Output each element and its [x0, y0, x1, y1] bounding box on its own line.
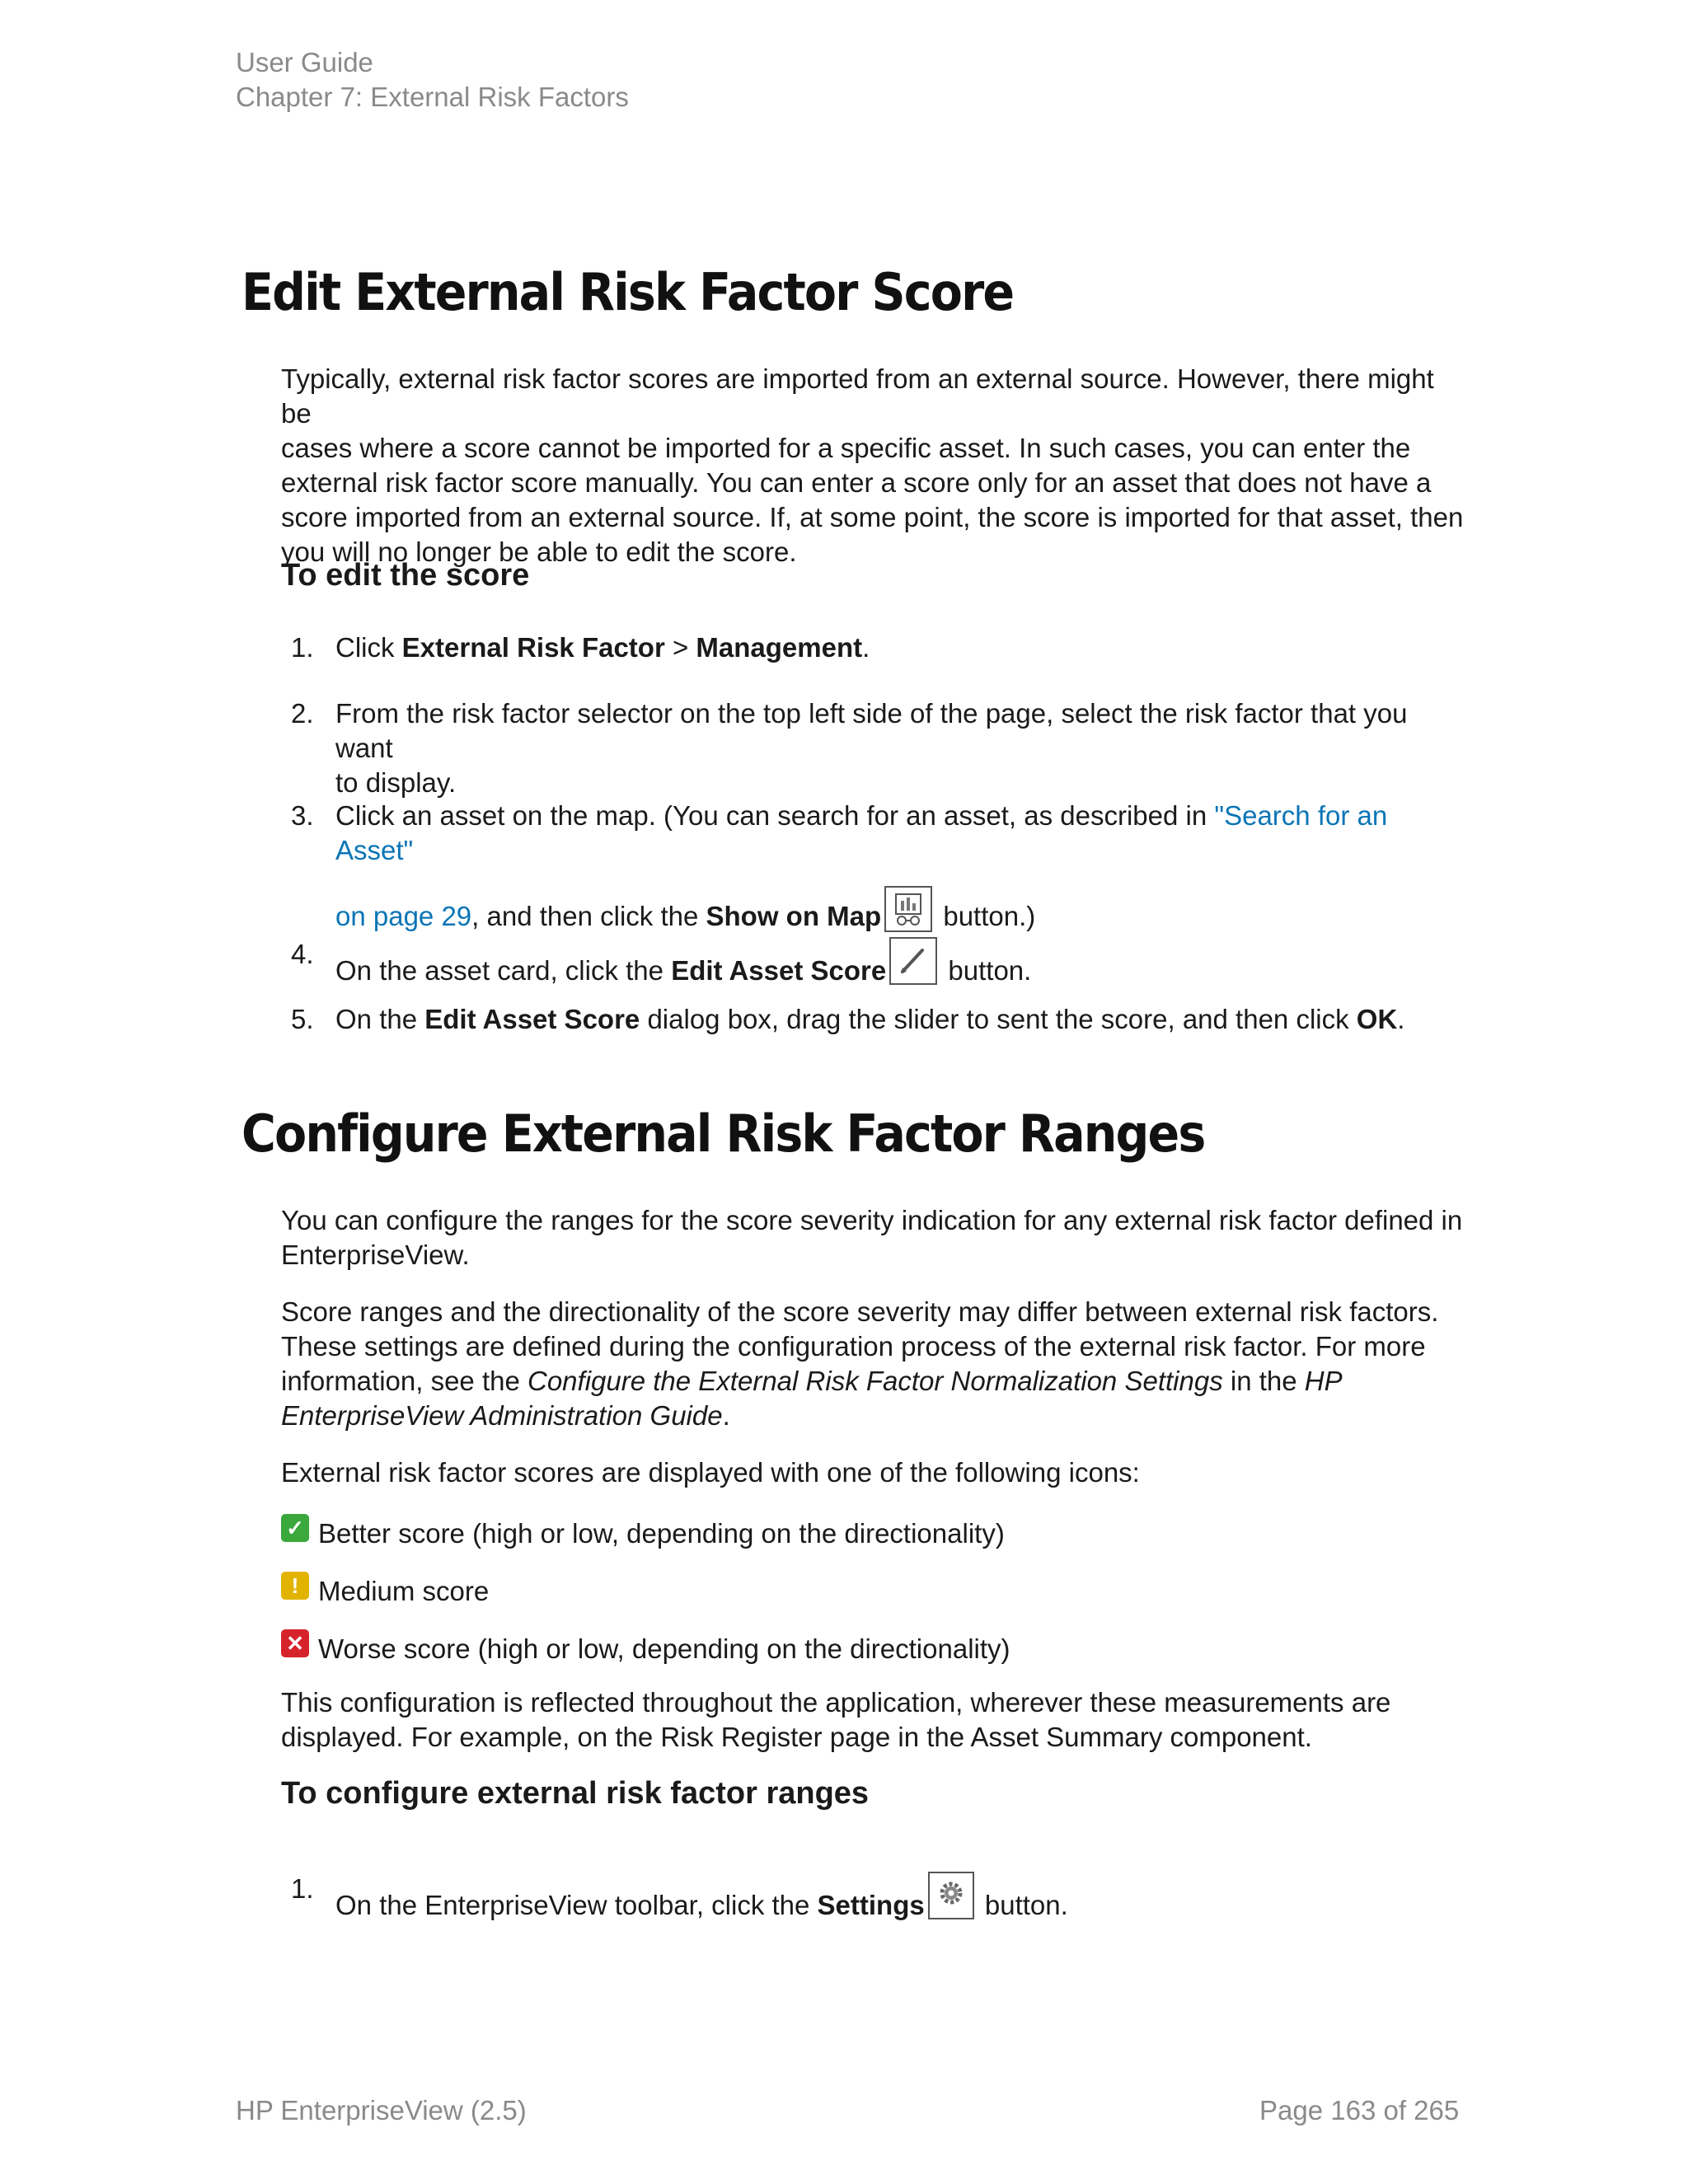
doc-reference: EnterpriseView Administration Guide [281, 1400, 723, 1431]
menu-external-risk-factor: External Risk Factor [401, 632, 665, 663]
pencil-edit-icon [889, 937, 937, 985]
step-text: dialog box, drag the slider to sent the score, and then click [640, 1004, 1357, 1034]
running-header-doc: User Guide [236, 47, 373, 77]
show-on-map-label: Show on Map [706, 901, 882, 931]
ok-label: OK [1356, 1004, 1398, 1034]
paragraph-text: information, see the [281, 1366, 528, 1396]
settings-label: Settings [817, 1890, 925, 1920]
error-icon: ✕ [281, 1629, 309, 1657]
paragraph-line: These settings are defined during the configuration process of the external risk factor. For more [281, 1331, 1426, 1361]
doc-reference: Configure the External Risk Factor Normalization Settings [528, 1366, 1223, 1396]
edit-asset-score-dialog-label: Edit Asset Score [424, 1004, 640, 1034]
show-on-map-icon [884, 886, 932, 932]
step-number: 2. [291, 698, 314, 729]
ranges-paragraph-3: External risk factor scores are displayed with one of the following icons: [281, 1457, 1140, 1488]
step-text: Click [335, 632, 402, 663]
paragraph-line: This configuration is reflected throughout the application, wherever these measurements are [281, 1687, 1391, 1718]
warning-icon: ! [281, 1572, 309, 1600]
step-text: button.) [935, 901, 1036, 931]
status-text: Better score (high or low, depending on the directionality) [318, 1518, 1005, 1549]
procedure-title-edit: To edit the score [281, 558, 530, 593]
edit-asset-score-label: Edit Asset Score [671, 955, 887, 986]
step-text: , and then click the [471, 901, 706, 931]
step-text: > [664, 632, 696, 663]
check-icon: ✓ [281, 1514, 309, 1542]
intro-paragraph [281, 362, 1468, 569]
ranges-paragraph-1 [281, 1203, 1468, 1272]
intro-line: Typically, external risk factor scores are imported from an external source. However, there might be [281, 363, 1434, 429]
step-text: . [1397, 1004, 1405, 1034]
doc-reference: HP [1304, 1366, 1343, 1396]
status-text: Worse score (high or low, depending on the directionality) [318, 1633, 1010, 1664]
step-text: Click an asset on the map. (You can search for an asset, as described in [335, 800, 1215, 831]
step-number: 1. [291, 632, 314, 663]
step-text: From the risk factor selector on the top left side of the page, select the risk factor that you want [335, 698, 1408, 763]
step-text: . [862, 632, 870, 663]
step-text: On the [335, 1004, 425, 1034]
paragraph-line: You can configure the ranges for the score severity indication for any external risk factor defined in [281, 1205, 1463, 1235]
step-text: On the EnterpriseView toolbar, click the [335, 1890, 818, 1920]
menu-management: Management [696, 632, 863, 663]
section-title-configure-ranges: Configure External Risk Factor Ranges [241, 1104, 1205, 1164]
paragraph-line: EnterpriseView. [281, 1240, 470, 1270]
step-text: to display. [335, 767, 457, 798]
intro-line: you will no longer be able to edit the score. [281, 537, 797, 567]
gear-icon [928, 1872, 974, 1919]
step-number: 1. [291, 1873, 314, 1904]
step-number: 4. [291, 939, 314, 969]
section-title-edit-score: Edit External Risk Factor Score [241, 262, 1014, 322]
step-number: 3. [291, 800, 314, 831]
page-29-link[interactable]: on page 29 [335, 901, 472, 931]
intro-line: cases where a score cannot be imported for a specific asset. In such cases, you can enter the [281, 433, 1411, 463]
intro-line: external risk factor score manually. You can enter a score only for an asset that does not have a [281, 467, 1432, 498]
step-text: On the asset card, click the [335, 955, 672, 986]
paragraph-text: in the [1222, 1366, 1305, 1396]
step-text: button. [977, 1890, 1068, 1920]
procedure-title-configure: To configure external risk factor ranges [281, 1776, 870, 1811]
intro-line: score imported from an external source. If, at some point, the score is imported for that asset, then [281, 502, 1464, 532]
paragraph-line: Score ranges and the directionality of the score severity may differ between external risk factors. [281, 1296, 1439, 1327]
running-header-chapter: Chapter 7: External Risk Factors [236, 82, 629, 112]
ranges-paragraph-2 [281, 1295, 1468, 1433]
footer-product: HP EnterpriseView (2.5) [236, 2095, 527, 2125]
step-number: 5. [291, 1004, 314, 1034]
ranges-paragraph-4 [281, 1685, 1468, 1755]
search-asset-link[interactable]: "Search for an Asset" [335, 800, 1388, 865]
paragraph-text: . [722, 1400, 730, 1431]
status-text: Medium score [318, 1576, 490, 1606]
footer-page-number: Page 163 of 265 [1259, 2095, 1460, 2125]
paragraph-line: displayed. For example, on the Risk Register page in the Asset Summary component. [281, 1722, 1312, 1752]
step-text: button. [940, 955, 1032, 986]
